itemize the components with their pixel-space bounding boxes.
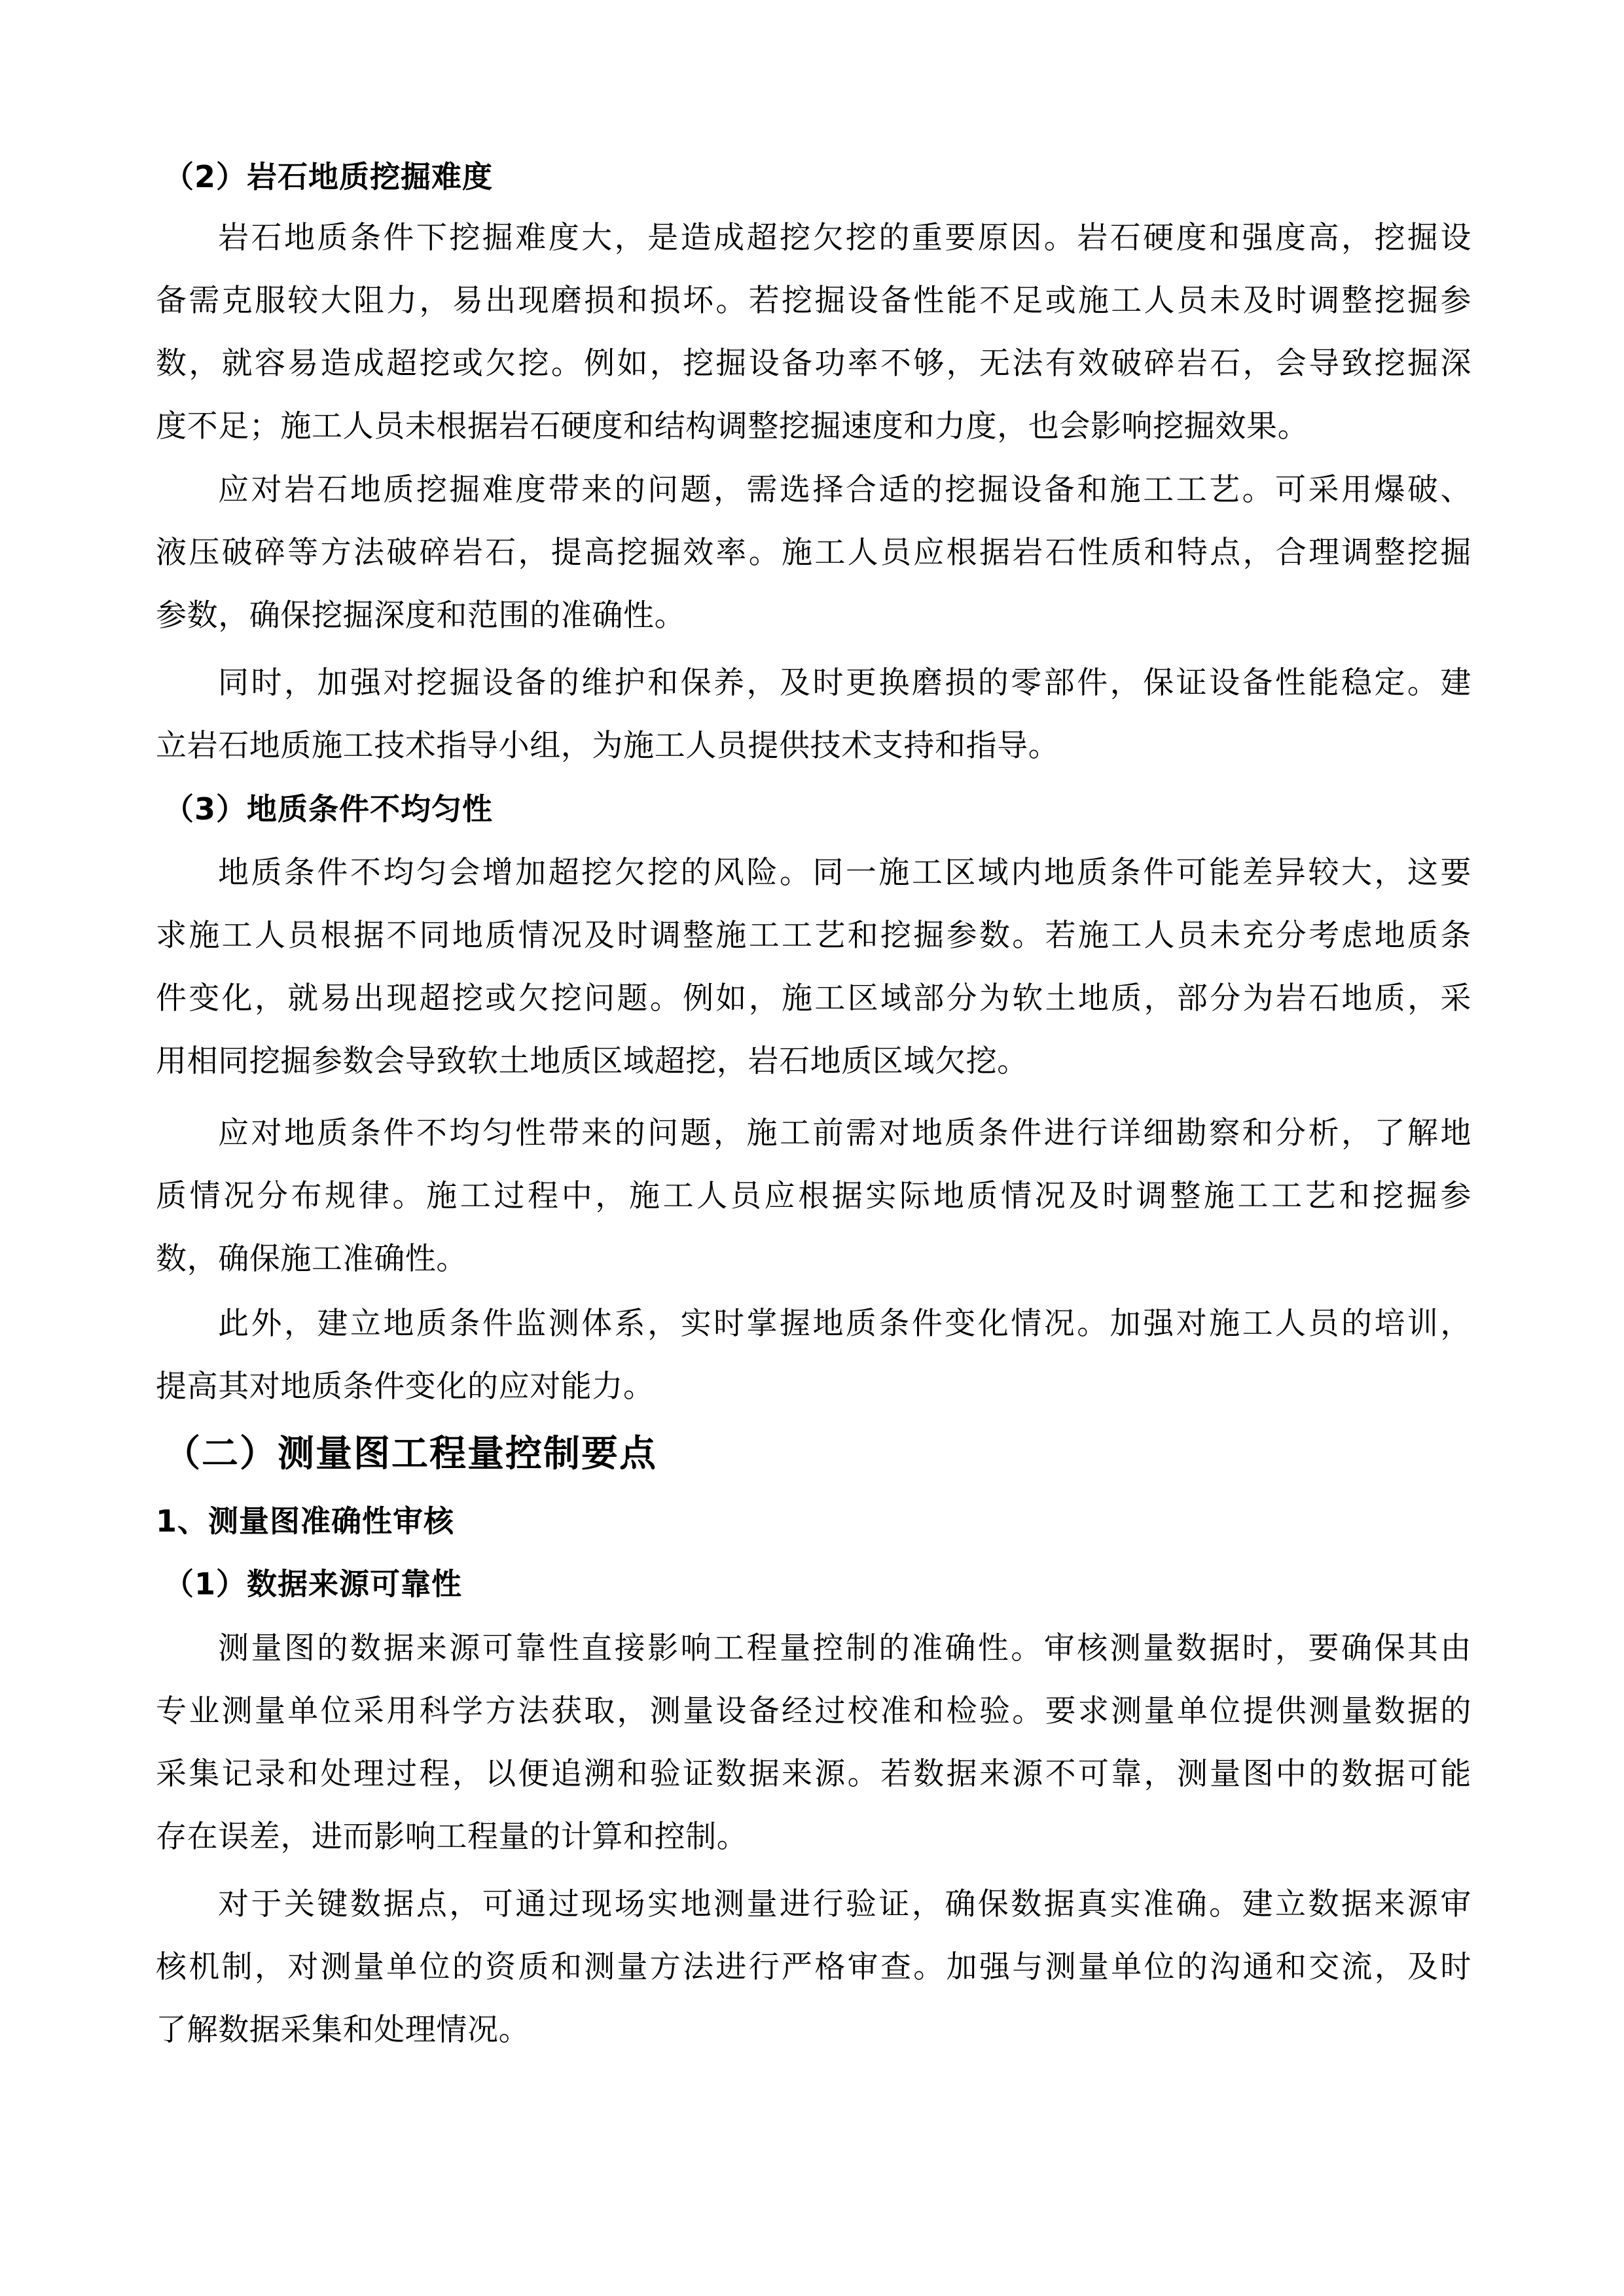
paragraph-line: 存在误差，进而影响工程量的计算和控制。 <box>156 1819 748 1855</box>
paragraph-line: 专业测量单位采用科学方法获取，测量设备经过校准和检验。要求测量单位提供测量数据的 <box>156 1693 1471 1729</box>
paragraph-line: 用相同挖掘参数会导致软土地质区域超挖，岩石地质区域欠挖。 <box>156 1043 1028 1079</box>
paragraph-rock-difficulty-cause <box>156 207 1471 458</box>
paragraph-line: 件变化，就易出现超挖或欠挖问题。例如，施工区域部分为软土地质，部分为岩石地质，采 <box>156 980 1471 1016</box>
paragraph-line: 同时，加强对挖掘设备的维护和保养，及时更换磨损的零部件，保证设备性能稳定。建 <box>218 665 1471 701</box>
paragraph-line: 液压破碎等方法破碎岩石，提高挖掘效率。施工人员应根据岩石性质和特点，合理调整挖掘 <box>156 535 1471 571</box>
paragraph-line: 此外，建立地质条件监测体系，实时掌握地质条件变化情况。加强对施工人员的培训， <box>218 1306 1471 1342</box>
heading-text: （二）测量图工程量控制要点 <box>164 1433 657 1475</box>
heading-text: （1）数据来源可靠性 <box>164 1566 463 1602</box>
heading-text: 1、测量图准确性审核 <box>156 1503 455 1539</box>
paragraph-uneven-geology-monitoring <box>156 1293 1471 1418</box>
paragraph-rock-difficulty-response <box>156 459 1471 647</box>
section-heading-rock-difficulty <box>156 145 1471 208</box>
paragraph-rock-difficulty-maintenance <box>156 652 1471 778</box>
paragraph-uneven-geology-risk <box>156 842 1471 1093</box>
paragraph-line: 参数，确保挖掘深度和范围的准确性。 <box>156 598 686 634</box>
section-heading-data-source <box>156 1552 1471 1615</box>
paragraph-line: 对于关键数据点，可通过现场实地测量进行验证，确保数据真实准确。建立数据来源审 <box>218 1886 1471 1922</box>
paragraph-line: 地质条件不均匀会增加超挖欠挖的风险。同一施工区域内地质条件可能差异较大，这要 <box>218 855 1471 891</box>
numbered-heading-survey-accuracy <box>156 1490 1471 1552</box>
paragraph-line: 核机制，对测量单位的资质和测量方法进行严格审查。加强与测量单位的沟通和交流，及时 <box>156 1949 1471 1985</box>
section-heading-uneven-geology <box>156 778 1471 840</box>
paragraph-line: 采集记录和处理过程，以便追溯和验证数据来源。若数据来源不可靠，测量图中的数据可能 <box>156 1756 1471 1792</box>
paragraph-data-source-verification <box>156 1873 1471 2062</box>
heading-text: （2）岩石地质挖掘难度 <box>164 159 494 194</box>
paragraph-line: 度不足；施工人员未根据岩石硬度和结构调整挖掘速度和力度，也会影响挖掘效果。 <box>156 408 1309 444</box>
paragraph-line: 测量图的数据来源可靠性直接影响工程量控制的准确性。审核测量数据时，要确保其由 <box>218 1630 1471 1666</box>
paragraph-line: 数，确保施工准确性。 <box>156 1241 467 1277</box>
paragraph-line: 立岩石地质施工技术指导小组，为施工人员提供技术支持和指导。 <box>156 728 1060 764</box>
paragraph-line: 求施工人员根据不同地质情况及时调整施工工艺和挖掘参数。若施工人员未充分考虑地质条 <box>156 918 1471 954</box>
paragraph-line: 备需克服较大阻力，易出现磨损和损坏。若挖掘设备性能不足或施工人员未及时调整挖掘参 <box>156 283 1471 319</box>
heading-text: （3）地质条件不均匀性 <box>164 791 494 827</box>
paragraph-line: 了解数据采集和处理情况。 <box>156 2012 530 2048</box>
paragraph-line: 质情况分布规律。施工过程中，施工人员应根据实际地质情况及时调整施工工艺和挖掘参 <box>156 1178 1471 1214</box>
paragraph-uneven-geology-response <box>156 1102 1471 1291</box>
paragraph-data-source-reliability <box>156 1617 1471 1869</box>
paragraph-line: 应对地质条件不均匀性带来的问题，施工前需对地质条件进行详细勘察和分析，了解地 <box>218 1115 1471 1151</box>
paragraph-line: 数，就容易造成超挖或欠挖。例如，挖掘设备功率不够，无法有效破碎岩石，会导致挖掘深 <box>156 346 1471 382</box>
major-heading-survey-control <box>156 1418 1471 1490</box>
paragraph-line: 岩石地质条件下挖掘难度大，是造成超挖欠挖的重要原因。岩石硬度和强度高，挖掘设 <box>218 220 1471 256</box>
paragraph-line: 应对岩石地质挖掘难度带来的问题，需选择合适的挖掘设备和施工工艺。可采用爆破、 <box>218 472 1471 508</box>
paragraph-line: 提高其对地质条件变化的应对能力。 <box>156 1369 655 1405</box>
